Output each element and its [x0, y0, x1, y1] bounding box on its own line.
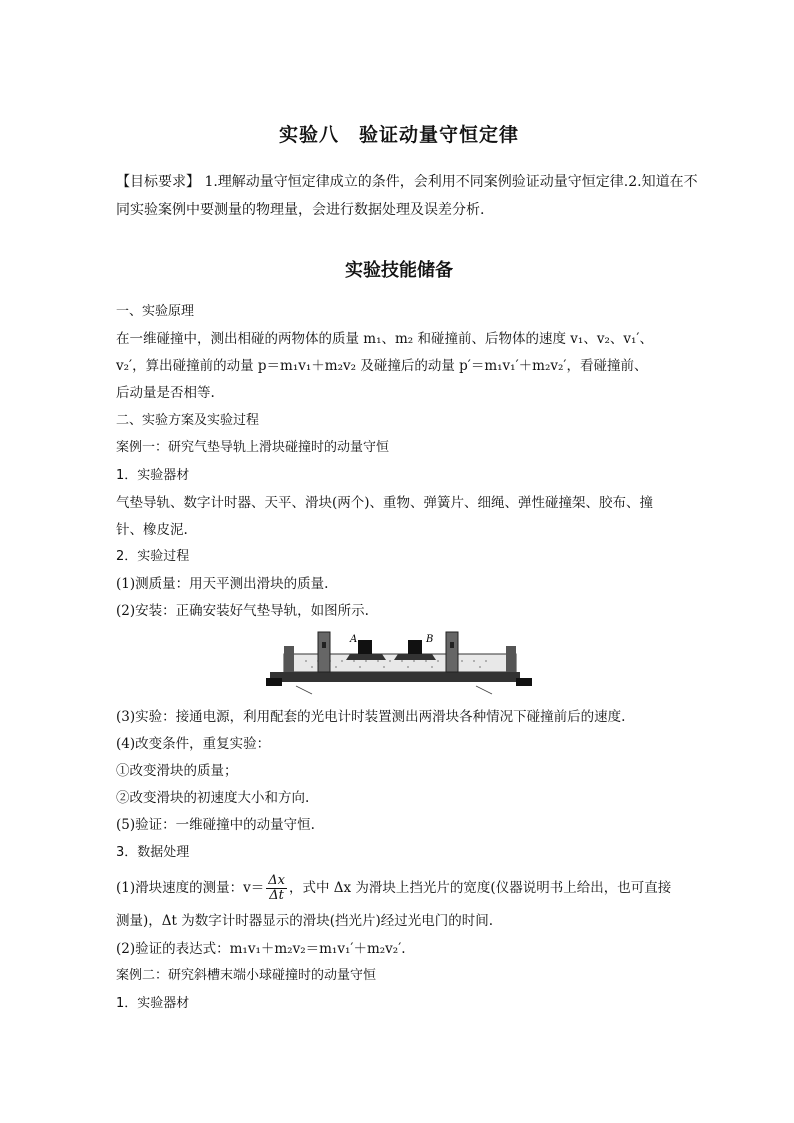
- goal-line-1: [116, 172, 698, 192]
- slider-a-flag: [358, 640, 372, 654]
- case1-step-4b: ②改变滑块的初速度大小和方向.: [116, 790, 310, 806]
- goal-line-2: 同实验案例中要测量的物理量，会进行数据处理及误差分析.: [116, 202, 485, 218]
- goal-tag: 【目标要求】: [116, 174, 200, 190]
- photogate-left-sensor: [322, 642, 326, 648]
- photogate-right: [446, 632, 458, 672]
- case1-step-4: (4)改变条件，重复实验：: [116, 736, 271, 752]
- principle-line-3: 后动量是否相等.: [116, 385, 215, 401]
- scheme-heading: 二、实验方案及实验过程: [116, 413, 260, 428]
- case1-heading: 案例一：研究气垫导轨上滑块碰撞时的动量守恒: [116, 440, 390, 455]
- photogate-right-sensor: [450, 642, 454, 648]
- case1-data-2: (2)验证的表达式：m₁v₁＋m₂v₂＝m₁v₁′＋m₂v₂′.: [116, 941, 406, 957]
- principle-line-1: 在一维碰撞中，测出相碰的两物体的质量 m₁、m₂ 和碰撞前、后物体的速度 v₁、v₂、v₁′、: [116, 331, 653, 347]
- case2-heading: 案例二：研究斜槽末端小球碰撞时的动量守恒: [116, 968, 377, 983]
- leader-line-left: [296, 686, 312, 694]
- case1-step-1: (1)测质量：用天平测出滑块的质量.: [116, 576, 329, 592]
- left-foot: [266, 678, 282, 686]
- data-1-post: ，式中 Δx 为滑块上挡光片的宽度(仪器说明书上给出，也可直接: [288, 880, 672, 896]
- air-track-diagram: [266, 628, 532, 698]
- page-title: 实验八 验证动量守恒定律: [278, 124, 519, 146]
- label-a: A: [350, 634, 358, 645]
- case1-equip-heading: 1．实验器材: [116, 468, 190, 483]
- section-title: 实验技能储备: [345, 260, 453, 281]
- case1-step-5: (5)验证：一维碰撞中的动量守恒.: [116, 817, 315, 833]
- case1-step-2: (2)安装：正确安装好气垫导轨，如图所示.: [116, 603, 369, 619]
- slider-a-base: [346, 654, 386, 660]
- case1-process-heading: 2．实验过程: [116, 549, 190, 564]
- leader-line-right: [476, 686, 492, 694]
- label-b: B: [426, 634, 434, 645]
- velocity-fraction: [266, 874, 287, 903]
- case1-data-1: [116, 874, 682, 903]
- left-end-block: [284, 646, 294, 672]
- fraction-numerator: Δx: [268, 873, 285, 888]
- case1-step-4a: ①改变滑块的质量；: [116, 763, 238, 779]
- case1-equip-line-1: 气垫导轨、数字计时器、天平、滑块(两个)、重物、弹簧片、细绳、弹性碰撞架、胶布、撞: [116, 495, 654, 511]
- fraction-denominator: Δt: [269, 888, 284, 903]
- case1-data-1-line-2: 测量)，Δt 为数字计时器显示的滑块(挡光片)经过光电门的时间.: [116, 913, 494, 929]
- principle-heading: 一、实验原理: [116, 304, 195, 319]
- case2-equip-heading: 1．实验器材: [116, 996, 190, 1011]
- case1-step-3: (3)实验：接通电源，利用配套的光电计时装置测出两滑块各种情况下碰撞前后的速度.: [116, 709, 626, 725]
- right-end-block: [506, 646, 516, 672]
- track-rail: [270, 672, 520, 682]
- right-foot: [516, 678, 532, 686]
- data-1-pre: (1)滑块速度的测量：v＝: [116, 880, 265, 896]
- goal-text-1: 1.理解动量守恒定律成立的条件，会利用不同案例验证动量守恒定律.2.知道在不: [200, 174, 698, 190]
- principle-line-2: v₂′，算出碰撞前的动量 p＝m₁v₁＋m₂v₂ 及碰撞后的动量 p′＝m₁v₁′＋m₂v₂′，看碰撞前、: [116, 358, 648, 374]
- case1-equip-line-2: 针、橡皮泥.: [116, 522, 188, 538]
- slider-b-base: [394, 654, 436, 660]
- case1-data-heading: 3．数据处理: [116, 845, 190, 860]
- photogate-left: [318, 632, 330, 672]
- slider-b-flag: [408, 640, 422, 654]
